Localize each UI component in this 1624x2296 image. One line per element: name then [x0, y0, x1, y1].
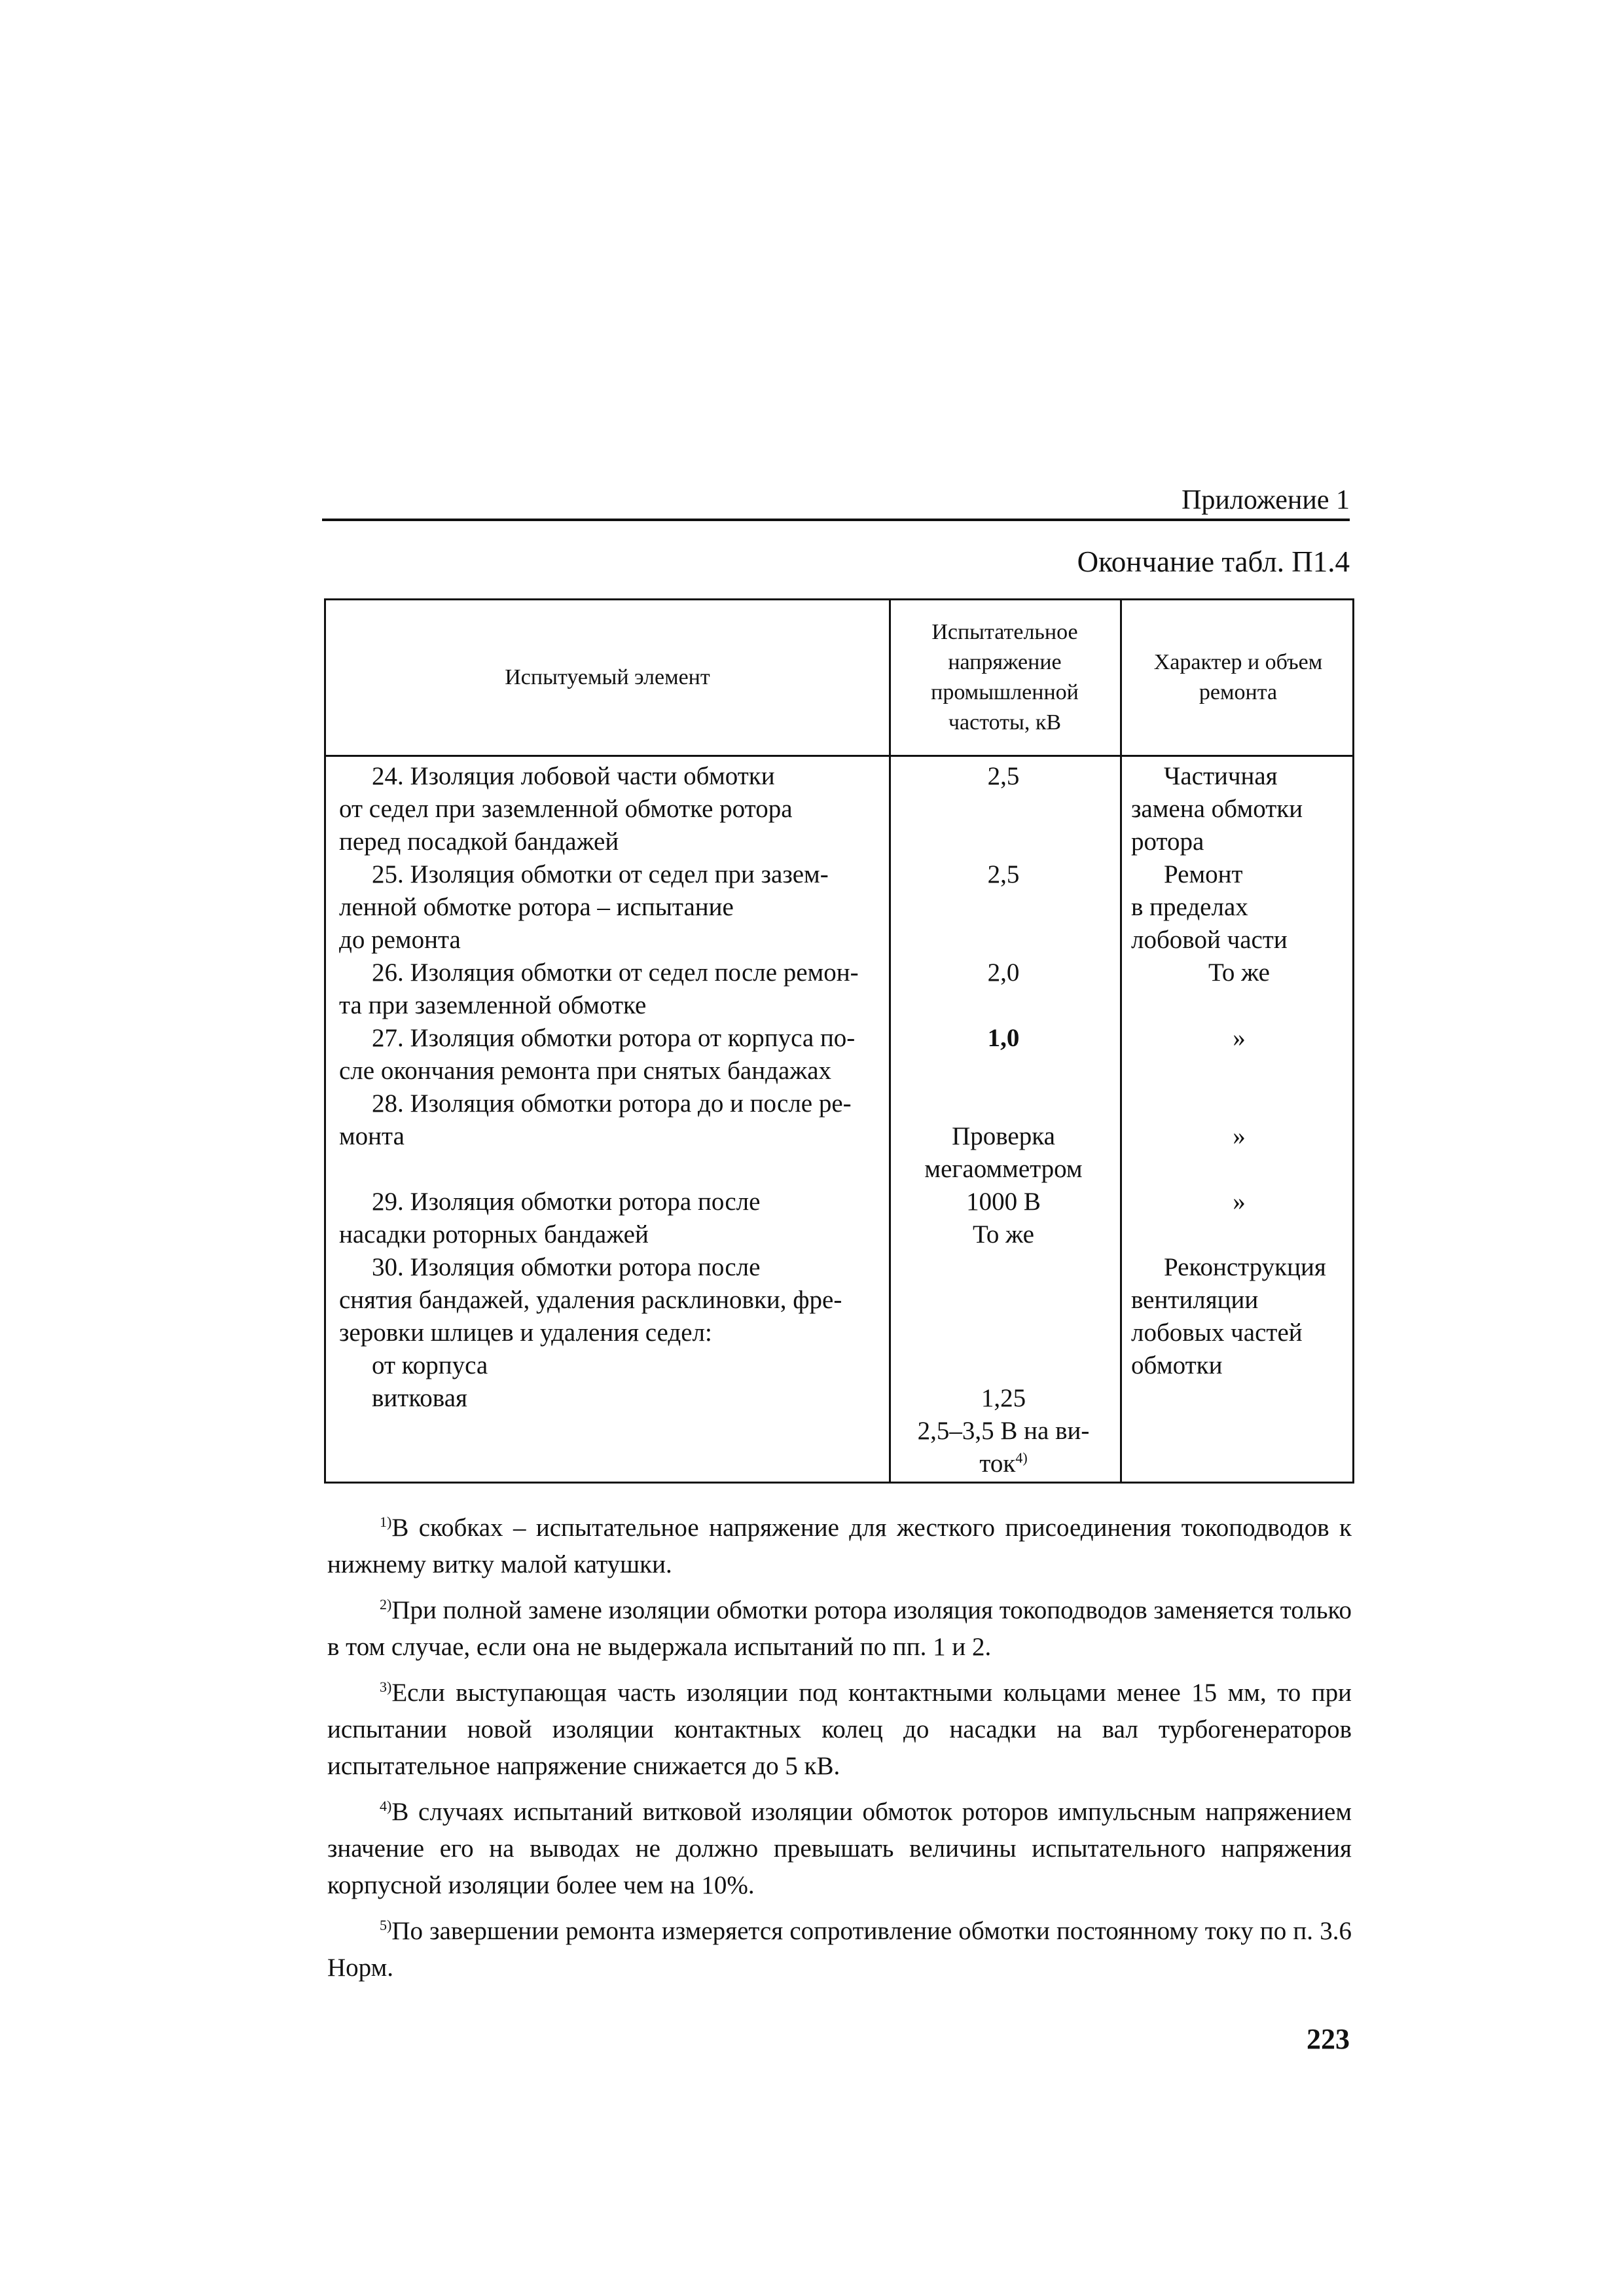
row-24-repair-line-3: ротора: [1131, 828, 1204, 856]
row-29-voltage-line-2: То же: [973, 1220, 1034, 1248]
table-row-27-voltage: [889, 1022, 1118, 1055]
table-caption: Окончание табл. П1.4: [1077, 545, 1350, 578]
row-26-repair-value: То же: [1208, 958, 1270, 987]
footnote-mark: 3): [380, 1679, 392, 1695]
row-25-line-1: 25. Изоляция обмотки от седел при зазем-: [372, 860, 829, 888]
row-30-voltage-turn-line-1: 2,5–3,5 В на ви-: [917, 1417, 1090, 1445]
row-24-repair-line-2: замена обмотки: [1131, 795, 1303, 823]
row-30-voltage-turn-line-2: [889, 1448, 1118, 1480]
row-30-line-3: зеровки шлицев и удаления седел:: [339, 1319, 712, 1347]
table-row-27-repair: [1131, 1022, 1347, 1055]
row-30-subitem-turn: витковая: [372, 1384, 467, 1412]
footnote-4: [327, 1794, 1352, 1904]
table-row-25-voltage: [889, 858, 1118, 891]
footnote-mark: 1): [380, 1514, 392, 1530]
row-25-repair-line-2: в пределах: [1131, 893, 1248, 921]
footnote-mark: 4): [380, 1798, 392, 1814]
page-number: 223: [1307, 2023, 1350, 2055]
row-30-voltage-turn-text: ток: [979, 1449, 1016, 1478]
row-24-voltage-value: 2,5: [987, 762, 1020, 790]
footnote-2: [327, 1592, 1352, 1666]
footnote-ref-4: 4): [1015, 1449, 1028, 1466]
row-25-line-3: до ремонта: [339, 926, 461, 954]
table-row-29-voltage: [889, 1186, 1118, 1251]
row-27-repair-value: »: [1233, 1024, 1246, 1052]
row-30-repair-line-2: вентиляции: [1131, 1286, 1259, 1314]
header-test-voltage: [890, 600, 1119, 755]
row-24-repair-line-1: Частичная: [1164, 762, 1278, 790]
header-repair-scope-text: Характер и объем ремонта: [1153, 650, 1323, 704]
row-25-line-2: ленной обмотке ротора – испытание: [339, 893, 734, 921]
footnotes: [327, 1510, 1352, 1995]
row-29-line-2: насадки роторных бандажей: [339, 1220, 649, 1248]
header-divider: [326, 755, 1352, 757]
row-25-repair-line-3: лобовой части: [1131, 926, 1288, 954]
footnote-1: [327, 1510, 1352, 1583]
row-28-line-1: 28. Изоляция обмотки ротора до и после ре-: [372, 1089, 852, 1118]
row-27-line-2: сле окончания ремонта при снятых бандажах: [339, 1057, 832, 1085]
table-row-24-repair: [1131, 760, 1347, 858]
row-24-line-3: перед посадкой бандажей: [339, 828, 619, 856]
header-tested-element: Испытуемый элемент: [505, 665, 710, 689]
row-26-line-2: та при заземленной обмотке: [339, 991, 647, 1019]
row-29-voltage-line-1: 1000 В: [966, 1188, 1041, 1216]
table-row-30-repair: [1131, 1251, 1347, 1382]
footnote-5: [327, 1913, 1352, 1986]
table-row-26-voltage: [889, 957, 1118, 989]
row-30-voltage-body: 1,25: [981, 1384, 1026, 1412]
row-30-line-2: снятия бандажей, удаления расклиновки, фре-: [339, 1286, 842, 1314]
row-25-voltage-value: 2,5: [987, 860, 1020, 888]
row-28-voltage-line-1: Проверка: [952, 1122, 1055, 1150]
footnote-text: Если выступающая часть изоляции под контактными кольцами менее 15 мм, то при испытании новой изоляции контактных колец до насадки на вал турбогенераторов испытательное напряжение снижается до 5 кВ.: [327, 1679, 1352, 1780]
row-29-line-1: 29. Изоляция обмотки ротора после: [372, 1188, 761, 1216]
row-30-repair-line-4: обмотки: [1131, 1351, 1223, 1379]
table-row-29-repair: [1131, 1186, 1347, 1218]
test-voltage-table: [324, 598, 1354, 1484]
row-30-repair-line-3: лобовых частей: [1131, 1319, 1303, 1347]
table-row-28-voltage: [889, 1120, 1118, 1186]
table-row-30-voltage: [889, 1382, 1118, 1480]
row-24-line-1: 24. Изоляция лобовой части обмотки: [372, 762, 775, 790]
footnote-text: В скобках – испытательное напряжение для жесткого присоединения токоподводов к нижнему витку малой катушки.: [327, 1514, 1352, 1578]
footnote-mark: 5): [380, 1917, 392, 1933]
footnote-text: По завершении ремонта измеряется сопротивление обмотки постоянному току по п. 3.6 Норм.: [327, 1917, 1352, 1982]
row-25-repair-line-1: Ремонт: [1164, 860, 1243, 888]
row-30-subitem-body: от корпуса: [372, 1351, 488, 1379]
footnote-text: В случаях испытаний витковой изоляции обмоток роторов импульсным напряжением значение его на выводах не должно превышать величины испытательного напряжения корпусной изоляции более чем на 10%.: [327, 1798, 1352, 1899]
table-row-25-repair: [1131, 858, 1347, 957]
row-30-repair-line-1: Реконструкция: [1164, 1253, 1326, 1281]
footnote-text: При полной замене изоляции обмотки ротора изоляция токоподводов заменяется только в том случае, если она не выдержала испытаний по пп. 1 и 2.: [327, 1596, 1352, 1661]
header-repair-scope: [1122, 600, 1354, 755]
row-30-line-1: 30. Изоляция обмотки ротора после: [372, 1253, 761, 1281]
row-28-repair-value: »: [1233, 1122, 1246, 1150]
row-26-voltage-value: 2,0: [987, 958, 1020, 987]
table-row-24-voltage: [889, 760, 1118, 793]
row-24-line-2: от седел при заземленной обмотке ротора: [339, 795, 793, 823]
row-27-line-1: 27. Изоляция обмотки ротора от корпуса по-: [372, 1024, 856, 1052]
table-row-28-repair: [1131, 1120, 1347, 1153]
table-row-26-repair: [1131, 957, 1347, 989]
row-26-line-1: 26. Изоляция обмотки от седел после ремон-: [372, 958, 859, 987]
row-27-voltage-value: 1,0: [987, 1024, 1020, 1052]
row-28-line-2: монта: [339, 1122, 405, 1150]
row-28-voltage-line-2: мегаомметром: [924, 1155, 1083, 1183]
footnote-mark: 2): [380, 1596, 392, 1613]
header-test-voltage-text: Испытательное напряжение промышленной частоты, кВ: [931, 620, 1079, 735]
footnote-3: [327, 1675, 1352, 1785]
row-29-repair-value: »: [1233, 1188, 1246, 1216]
running-head: Приложение 1: [322, 482, 1350, 521]
